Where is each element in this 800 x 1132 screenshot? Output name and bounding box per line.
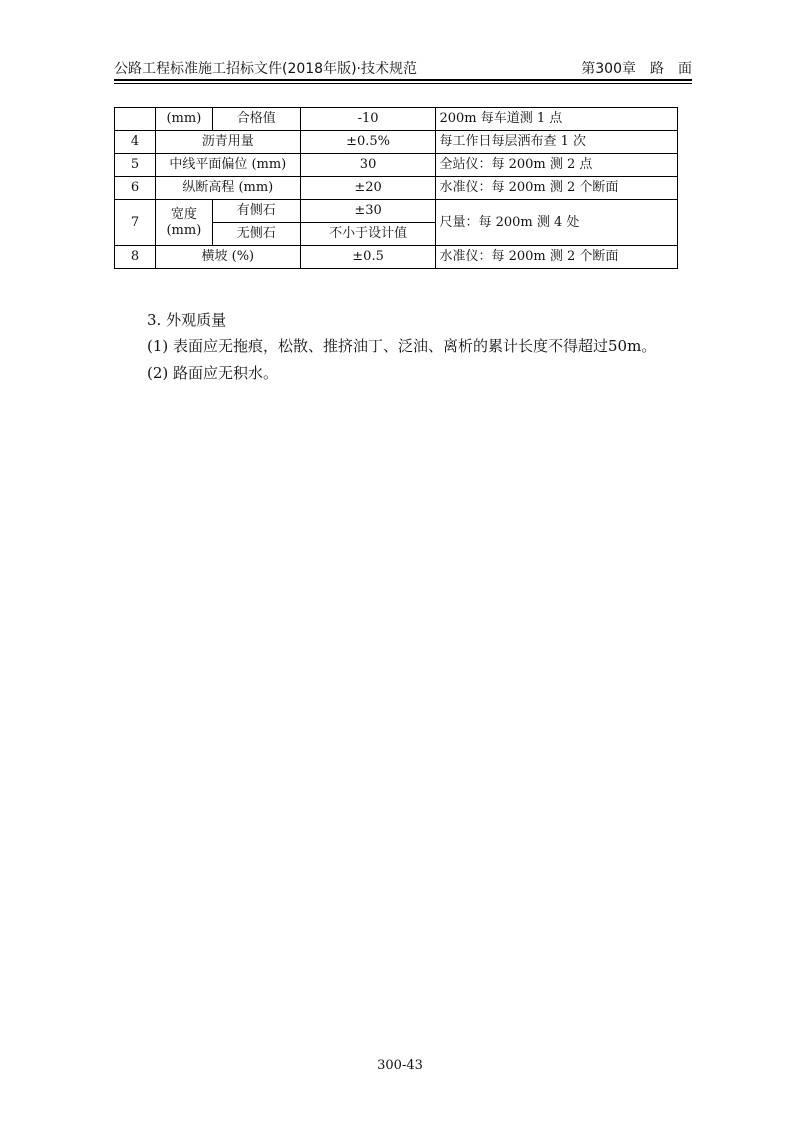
header-rule-thin <box>114 83 692 84</box>
table-cell-value: -10 <box>300 108 436 131</box>
table-cell-value: ±30 <box>300 200 436 223</box>
table-row <box>115 246 678 269</box>
header-document-title: 公路工程标准施工招标文件(2018年版)·技术规范 <box>114 61 418 77</box>
table-cell-method: 每工作日每层洒布查 1 次 <box>436 131 678 154</box>
table-cell-value: ±0.5% <box>300 131 436 154</box>
table-cell-value: ±20 <box>300 177 436 200</box>
table-cell-value: ±0.5 <box>300 246 436 269</box>
table-cell-unit: (mm) <box>155 108 212 131</box>
table-cell-subitem: 无侧石 <box>212 223 300 246</box>
appearance-heading: 3. 外观质量 <box>147 311 227 329</box>
appearance-item-1: (1) 表面应无拖痕，松散、推挤油丁、泛油、离析的累计长度不得超过50m。 <box>147 337 657 355</box>
table-cell-method: 水准仪：每 200m 测 2 个断面 <box>436 177 678 200</box>
table-cell-no: 6 <box>115 177 156 200</box>
table-cell-no: 4 <box>115 131 156 154</box>
table-row <box>115 108 678 131</box>
table-cell-no <box>115 108 156 131</box>
header-rule-thick <box>114 79 692 81</box>
table-row <box>115 177 678 200</box>
table-row <box>115 200 678 223</box>
table-cell-subitem: 有侧石 <box>212 200 300 223</box>
table-row <box>115 131 678 154</box>
page-header <box>114 58 692 80</box>
table-cell-no: 7 <box>115 200 156 246</box>
table-cell-method: 水准仪：每 200m 测 2 个断面 <box>436 246 678 269</box>
table-cell-item: 纵断高程 (mm) <box>155 177 300 200</box>
table-cell-item: 中线平面偏位 (mm) <box>155 154 300 177</box>
table-cell-no: 5 <box>115 154 156 177</box>
table-cell-no: 8 <box>115 246 156 269</box>
appearance-item-2: (2) 路面应无积水。 <box>147 364 279 382</box>
table-cell-item-line2: (mm) <box>166 222 202 238</box>
table-cell-item: 横坡 (%) <box>155 246 300 269</box>
table-cell-value: 不小于设计值 <box>300 223 436 246</box>
table-cell-value: 30 <box>300 154 436 177</box>
table-cell-subitem: 合格值 <box>212 108 300 131</box>
table-cell-item-line1: 宽度 <box>170 206 197 222</box>
page-number: 300-43 <box>377 1058 423 1073</box>
table-cell-item <box>155 200 212 246</box>
table-cell-method: 全站仪：每 200m 测 2 点 <box>436 154 678 177</box>
table-cell-method: 200m 每车道测 1 点 <box>436 108 678 131</box>
inspection-table <box>114 107 678 269</box>
table-cell-method: 尺量：每 200m 测 4 处 <box>436 200 678 246</box>
table-cell-item: 沥青用量 <box>155 131 300 154</box>
header-chapter-title: 第300章 路 面 <box>581 61 692 77</box>
table-row <box>115 154 678 177</box>
